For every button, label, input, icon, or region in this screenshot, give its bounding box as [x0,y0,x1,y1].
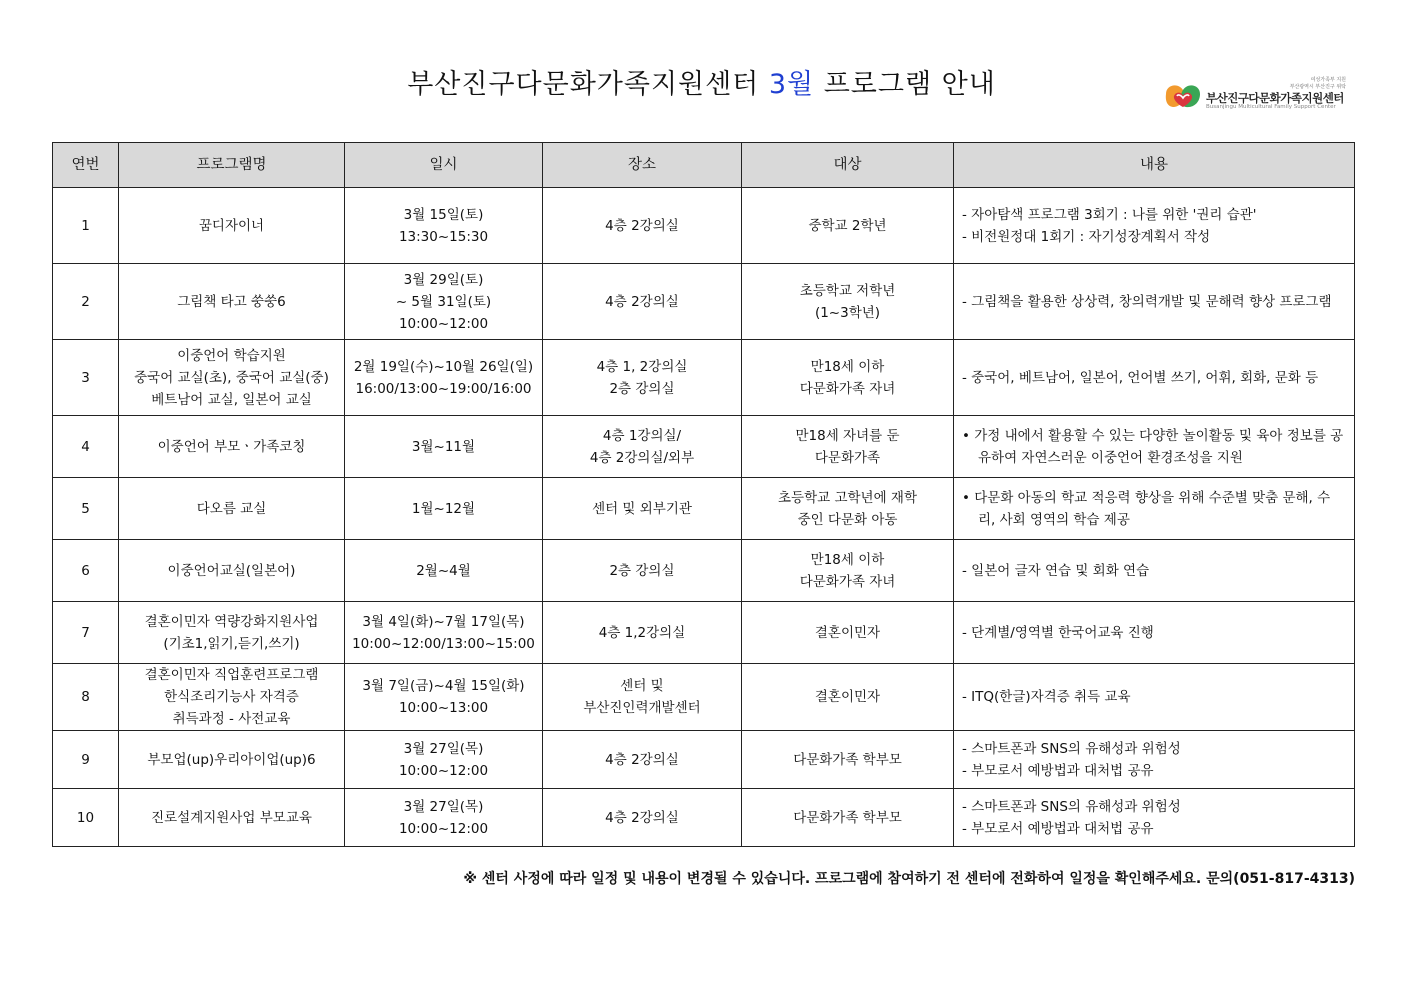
cell-date-line: 10:00~12:00 [398,762,489,779]
cell-target [742,602,954,664]
cell-target [742,540,954,602]
logo-center-name: 부산진구다문화가족지원센터 [1206,91,1344,105]
table-row [53,789,1355,847]
cell-no: 7 [53,602,119,664]
cell-place [543,602,742,664]
cell-program-name-line: 다오름 교실 [196,500,267,517]
cell-no: 4 [53,416,119,478]
cell-target-line: 만18세 이하 [810,551,885,568]
cell-target-line: 다문화가족 [814,449,881,466]
cell-target [742,188,954,264]
cell-program-name-line: 취득과정 - 사전교육 [172,711,291,727]
cell-date [345,188,543,264]
cell-place-line: 부산진인력개발센터 [583,700,701,716]
cell-date [345,602,543,664]
cell-content-line: - 부모로서 예방법과 대처법 공유 [962,820,1154,837]
cell-program-name [119,264,345,340]
cell-target-line: 초등학교 저학년 [799,282,896,299]
cell-date-line: 3월 15일(토) [403,206,484,223]
cell-content-line: - 스마트폰과 SNS의 유해성과 위험성 [962,798,1181,815]
cell-content [954,340,1355,416]
cell-program-name-line: (기초1,읽기,듣기,쓰기) [163,635,300,652]
cell-program-name [119,602,345,664]
header-content: 내용 [954,143,1355,188]
cell-program-name [119,416,345,478]
title-suffix: 프로그램 안내 [814,69,996,100]
table-row [53,264,1355,340]
table-row [53,478,1355,540]
cell-date [345,789,543,847]
cell-place-line: 센터 및 [620,678,664,694]
cell-no: 9 [53,731,119,789]
cell-date-line: 10:00~12:00 [398,820,489,837]
cell-target-line: 결혼이민자 [814,689,881,705]
cell-place-line: 4층 1,2강의실 [598,624,686,641]
cell-content-line: - 비전원정대 1회기 : 자기성장계획서 작성 [962,228,1211,245]
cell-place [543,264,742,340]
cell-no: 5 [53,478,119,540]
cell-target-line: 다문화가족 자녀 [799,380,896,397]
cell-program-name [119,188,345,264]
cell-no: 2 [53,264,119,340]
cell-date [345,340,543,416]
cell-content-line: • 다문화 아동의 학교 적응력 향상을 위해 수준별 맞춤 문해, 수리, 사회 영역의 학습 제공 [962,489,1331,528]
cell-content-line: - 단계별/영역별 한국어교육 진행 [962,624,1154,641]
cell-target-line: 만18세 자녀를 둔 [795,427,900,444]
cell-content [954,664,1355,731]
cell-place-line: 4층 2강의실 [605,751,679,768]
cell-date-line: 3월 27일(목) [403,740,484,757]
cell-target [742,264,954,340]
cell-date-line: 1월~12월 [411,500,476,517]
cell-program-name-line: 그림책 타고 쑹쑹6 [177,293,286,310]
cell-date-line: 16:00/13:00~19:00/16:00 [355,380,532,397]
cell-content [954,264,1355,340]
cell-content-line: - 자아탐색 프로그램 3회기 : 나를 위한 '권리 습관' [962,206,1257,223]
cell-program-name [119,789,345,847]
cell-content [954,789,1355,847]
cell-date [345,540,543,602]
cell-content [954,478,1355,540]
cell-content-line: • 가정 내에서 활용할 수 있는 다양한 놀이활동 및 육아 정보를 공유하여 자연스러운 이중언어 환경조성을 지원 [962,427,1344,466]
cell-date-line: 3월 7일(금)~4월 15일(화) [362,678,525,694]
cell-place [543,664,742,731]
cell-program-name-line: 이중언어 부모ㆍ가족코칭 [157,438,306,455]
title-prefix: 부산진구다문화가족지원센터 [407,69,769,100]
cell-date [345,478,543,540]
program-table [52,142,1355,847]
logo-operator-line: 부산광역시 부산진구 위탁 [1289,84,1346,90]
cell-place-line: 4층 2강의실/외부 [589,449,695,466]
cell-no: 8 [53,664,119,731]
cell-place [543,731,742,789]
cell-target-line: (1~3학년) [814,304,881,321]
cell-program-name-line: 꿈디자이너 [198,217,265,234]
cell-target [742,416,954,478]
cell-program-name-line: 진로설계지원사업 부모교육 [151,809,312,826]
logo-emblem-icon [1162,80,1204,112]
cell-target-line: 다문화가족 자녀 [799,573,896,590]
cell-target [742,664,954,731]
cell-date-line: ~ 5월 31일(토) [395,293,492,310]
header-target: 대상 [742,143,954,188]
table-row [53,540,1355,602]
cell-content-line: - 스마트폰과 SNS의 유해성과 위험성 [962,740,1181,757]
cell-program-name [119,340,345,416]
cell-place-line: 4층 1강의실/ [602,427,682,444]
logo-english-name: Busanjingu Multicultural Family Support Center [1206,104,1336,110]
cell-place-line: 4층 2강의실 [605,293,679,310]
cell-place [543,478,742,540]
footnote: ※ 센터 사정에 따라 일정 및 내용이 변경될 수 있습니다. 프로그램에 참여하기 전 센터에 전화하여 일정을 확인해주세요. 문의(051-817-4313) [463,871,1355,887]
table-row [53,416,1355,478]
cell-program-name-line: 부모업(up)우리아이업(up)6 [147,751,316,768]
cell-target [742,731,954,789]
table-row [53,602,1355,664]
cell-no: 6 [53,540,119,602]
cell-content-line: - 일본어 글자 연습 및 회화 연습 [962,562,1150,579]
cell-target [742,478,954,540]
cell-content-line: - 부모로서 예방법과 대처법 공유 [962,762,1154,779]
cell-target [742,340,954,416]
cell-date-line: 13:30~15:30 [398,228,489,245]
cell-program-name-line: 베트남어 교실, 일본어 교실 [151,391,312,408]
cell-date-line: 10:00~12:00 [398,315,489,332]
cell-content [954,540,1355,602]
cell-place-line: 4층 2강의실 [605,809,679,826]
cell-place [543,340,742,416]
cell-content [954,731,1355,789]
table-row [53,188,1355,264]
cell-content [954,416,1355,478]
table-header-row [53,143,1355,188]
cell-program-name-line: 이중언어 학습지원 [177,347,286,364]
header-program-name: 프로그램명 [119,143,345,188]
cell-date [345,664,543,731]
cell-program-name-line: 결혼이민자 직업훈련프로그램 [144,667,319,683]
cell-place [543,789,742,847]
cell-content-line: - 중국어, 베트남어, 일본어, 언어별 쓰기, 어휘, 회화, 문화 등 [962,369,1319,386]
cell-target-line: 다문화가족 학부모 [793,809,902,826]
cell-target-line: 초등학교 고학년에 재학 [778,489,917,506]
center-logo [1162,74,1352,116]
cell-content [954,602,1355,664]
cell-content-line: - 그림책을 활용한 상상력, 창의력개발 및 문해력 향상 프로그램 [962,293,1332,310]
table-row [53,340,1355,416]
cell-content-line: - ITQ(한글)자격증 취득 교육 [962,689,1131,705]
cell-date-line: 3월 4일(화)~7월 17일(목) [362,613,525,630]
cell-place [543,540,742,602]
cell-place-line: 4층 1, 2강의실 [596,358,688,375]
header-no: 연번 [53,143,119,188]
cell-date-line: 3월~11월 [411,438,476,455]
cell-date-line: 3월 27일(목) [403,798,484,815]
cell-date-line: 3월 29일(토) [403,271,484,288]
cell-target-line: 다문화가족 학부모 [793,751,902,768]
cell-program-name-line: 결혼이민자 역량강화지원사업 [144,613,319,630]
cell-date-line: 2월 19일(수)~10월 26일(일) [353,358,534,375]
cell-date [345,731,543,789]
cell-date-line: 2월~4월 [416,562,471,579]
cell-program-name-line: 이중언어교실(일본어) [167,562,296,579]
cell-place [543,416,742,478]
header-date: 일시 [345,143,543,188]
cell-program-name-line: 한식조리기능사 자격증 [164,689,299,705]
cell-content [954,188,1355,264]
cell-program-name [119,664,345,731]
cell-date [345,416,543,478]
cell-program-name-line: 중국어 교실(초), 중국어 교실(중) [134,369,329,386]
cell-no: 1 [53,188,119,264]
cell-place [543,188,742,264]
cell-date-line: 10:00~12:00/13:00~15:00 [352,635,535,652]
title-month: 3월 [768,69,815,100]
table-row [53,664,1355,731]
logo-sponsor-line: 여성가족부 지원 [1310,77,1346,83]
cell-place-line: 4층 2강의실 [605,217,679,234]
cell-place-line: 2층 강의실 [609,380,675,397]
cell-program-name [119,731,345,789]
cell-no: 3 [53,340,119,416]
cell-place-line: 센터 및 외부기관 [592,500,692,517]
cell-program-name [119,540,345,602]
cell-date-line: 10:00~13:00 [398,700,489,716]
cell-target [742,789,954,847]
cell-program-name [119,478,345,540]
cell-no: 10 [53,789,119,847]
cell-target-line: 만18세 이하 [810,358,885,375]
cell-target-line: 중인 다문화 아동 [797,511,898,528]
cell-target-line: 결혼이민자 [814,624,881,641]
cell-place-line: 2층 강의실 [609,562,675,579]
cell-date [345,264,543,340]
cell-target-line: 중학교 2학년 [808,217,887,234]
header-place: 장소 [543,143,742,188]
table-body [53,188,1355,847]
table-row [53,731,1355,789]
